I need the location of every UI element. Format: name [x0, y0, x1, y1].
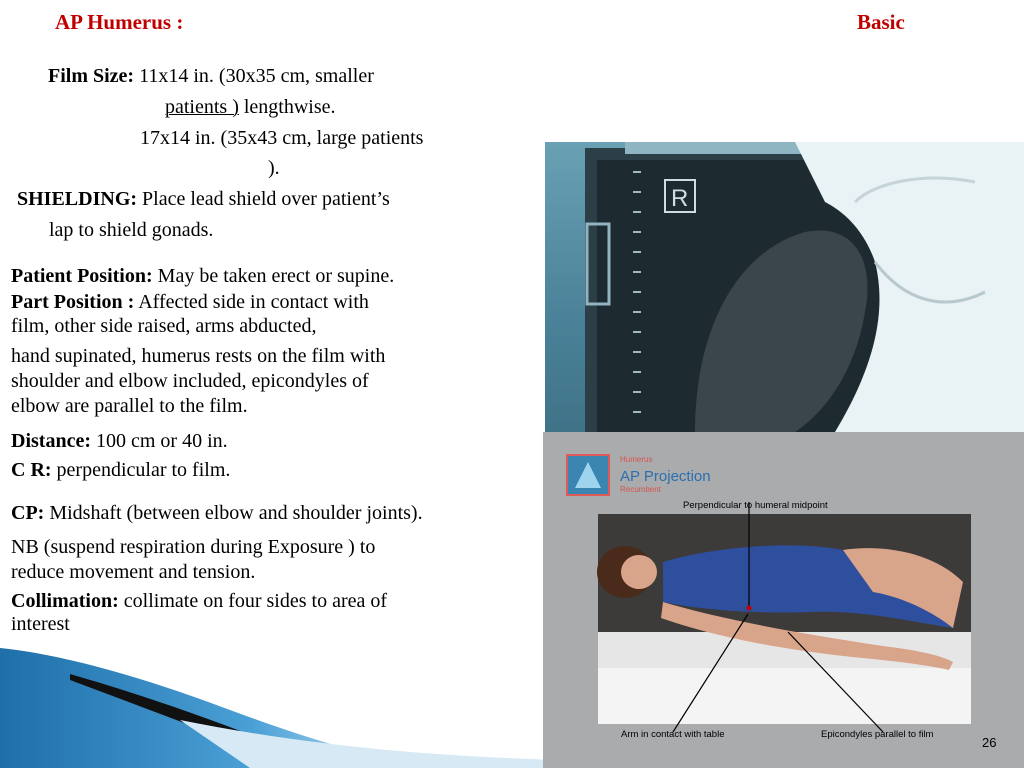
part-position-label: Part Position : — [11, 291, 135, 313]
shoulder-photo — [545, 142, 1024, 432]
collimation-text1: collimate on four sides to area of — [118, 590, 388, 612]
part-position-line4: shoulder and elbow included, epicondyles of — [11, 370, 369, 392]
ap-projection-illustration — [543, 432, 1024, 768]
film-size-line2 — [165, 95, 336, 119]
marker-letter: R — [671, 185, 689, 212]
patient-position-text: May be taken erect or supine. — [152, 265, 395, 287]
part-position-text1: Affected side in contact with — [134, 291, 369, 313]
central-point — [11, 501, 423, 525]
film-size-label: Film Size: — [48, 65, 135, 87]
patient-position-label: Patient Position: — [11, 265, 153, 287]
shielding-label: SHIELDING: — [17, 188, 138, 210]
slide-number: 26 — [982, 735, 997, 750]
central-ray-label: C R: — [11, 459, 52, 481]
note-line2: reduce movement and tension. — [11, 561, 256, 583]
film-size-text2b: lengthwise. — [238, 96, 336, 118]
central-point-text: Midshaft (between elbow and shoulder joints). — [44, 502, 423, 524]
distance-text: 100 cm or 40 in. — [90, 430, 228, 452]
callout-top: Perpendicular to humeral midpoint — [683, 500, 828, 511]
distance-label: Distance: — [11, 430, 91, 452]
film-size-line1 — [48, 64, 374, 88]
part-position-line1 — [11, 290, 369, 314]
film-size-line4: ). — [268, 157, 280, 179]
collimation-label: Collimation: — [11, 590, 119, 612]
shielding-line2: lap to shield gonads. — [49, 219, 214, 241]
central-ray — [11, 458, 230, 482]
distance — [11, 429, 228, 453]
patient-position — [11, 264, 394, 288]
part-position-line5: elbow are parallel to the film. — [11, 395, 248, 417]
callout-right: Epicondyles parallel to film — [821, 729, 934, 740]
callout-left: Arm in contact with table — [621, 729, 725, 740]
part-position-line3: hand supinated, humerus rests on the film with — [11, 345, 386, 367]
central-point-label: CP: — [11, 502, 45, 524]
figure-subtitle: Recumbent — [620, 485, 661, 494]
figure-main-title: AP Projection — [620, 468, 711, 485]
part-position-line2: film, other side raised, arms abducted, — [11, 315, 317, 337]
slide-title: AP Humerus : — [55, 10, 184, 34]
film-size-text1: 11x14 in. (30x35 cm, smaller — [134, 65, 374, 87]
shielding-text1: Place lead shield over patient’s — [137, 188, 390, 210]
note-line1: NB (suspend respiration during Exposure ) to — [11, 536, 376, 558]
decorative-swoosh — [0, 640, 560, 768]
film-size-text2: patients ) — [165, 96, 239, 118]
figure-small-title: Humerus — [620, 455, 653, 464]
film-size-line3: 17x14 in. (35x43 cm, large patients — [140, 127, 424, 149]
slide-category: Basic — [857, 10, 905, 34]
collimation-line2: interest — [11, 613, 70, 635]
central-ray-text: perpendicular to film. — [51, 459, 231, 481]
ap-projection-figure — [543, 432, 1024, 768]
collimation-line1 — [11, 589, 387, 613]
shielding-line1 — [17, 187, 390, 211]
shoulder-photo-illustration — [545, 142, 1024, 432]
